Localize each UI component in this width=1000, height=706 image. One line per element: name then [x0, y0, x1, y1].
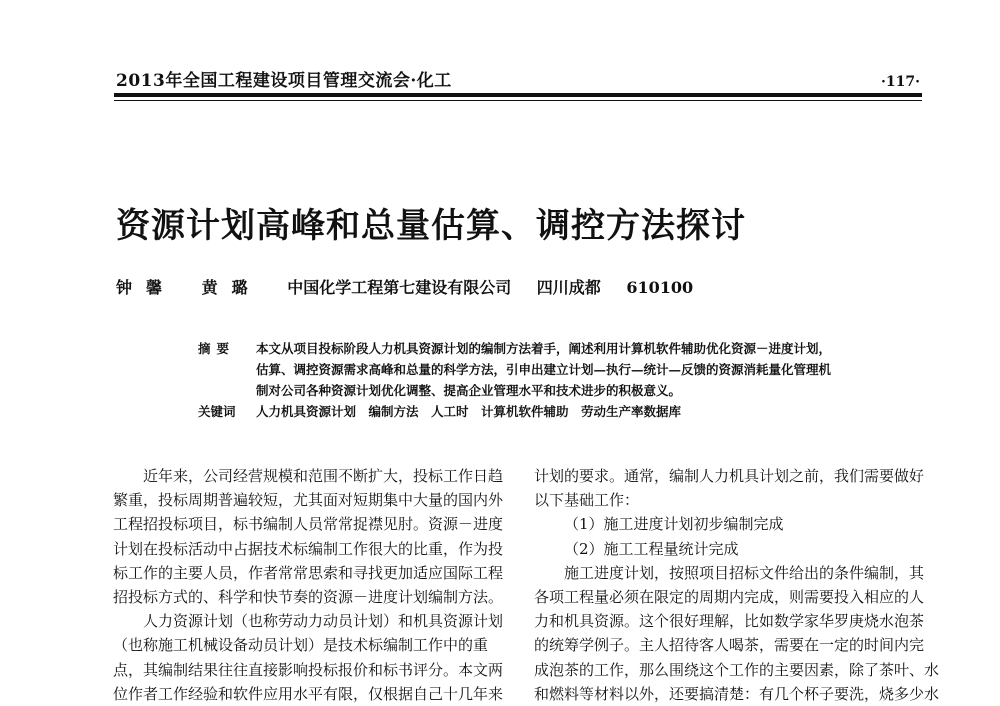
- paper-title: 资源计划高峰和总量估算、调控方法探讨: [116, 206, 746, 246]
- body-column-left: [113, 464, 503, 706]
- body-paragraph-line: 施工进度计划，按照项目招标文件给出的条件编制，其: [564, 563, 925, 582]
- abstract-line: 制对公司各种资源计划优化调整、提高企业管理水平和技术进步的积极意义。: [256, 383, 682, 398]
- author-name-1: 钟馨: [116, 278, 177, 297]
- body-paragraph-line: 近年来，公司经营规模和范围不断扩大，投标工作日趋: [143, 467, 504, 485]
- body-paragraph-line: 和燃料等材料以外，还要搞清楚：有几个杯子要洗，烧多少水: [534, 684, 940, 703]
- author-location: 四川成都: [536, 278, 601, 297]
- author-line: [116, 275, 713, 298]
- abstract-text: [256, 338, 878, 401]
- list-item: （2）施工工程量统计完成: [564, 539, 739, 558]
- abstract-label: 摘要: [198, 341, 236, 356]
- body-paragraph-line: 招投标方式的、科学和快节奏的资源－进度计划编制方法。: [113, 587, 504, 606]
- body-paragraph-line: 点，其编制结果往往直接影响投标报价和标书评分。本文两: [113, 660, 504, 679]
- body-paragraph-line: 成泡茶的工作，那么围绕这个工作的主要因素，除了茶叶、水: [534, 660, 940, 679]
- body-paragraph-line: 工程招投标项目，标书编制人员常常捉襟见肘。资源－进度: [113, 515, 504, 534]
- list-item: （1）施工进度计划初步编制完成: [564, 515, 784, 534]
- keywords-text: 人力机具资源计划 编制方法 人工时 计算机软件辅助 劳动生产率数据库: [256, 404, 682, 419]
- body-paragraph-line: 计划在投标活动中占据技术标编制工作很大的比重，作为投: [113, 539, 504, 558]
- abstract-row: [198, 338, 878, 401]
- body-paragraph-line: 的统筹学例子。主人招待客人喝茶，需要在一定的时间内完: [534, 636, 925, 655]
- body-paragraph-line: 标工作的主要人员，作者常常思索和寻找更加适应国际工程: [113, 563, 504, 582]
- abstract-line: 估算、调控资源需求高峰和总量的科学方法，引申出建立计划—执行—统计—反馈的资源消耗量化管理机: [256, 362, 832, 377]
- body-paragraph-line: 各项工程量必须在限定的周期内完成，则需要投入相应的人: [534, 587, 925, 606]
- keywords-row: [198, 401, 878, 422]
- author-affiliation: 中国化学工程第七建设有限公司: [287, 278, 512, 297]
- body-paragraph-line: 繁重，投标周期普遍较短，尤其面对短期集中大量的国内外: [113, 491, 504, 510]
- abstract-line: 本文从项目投标阶段人力机具资源计划的编制方法着手，阐述利用计算机软件辅助优化资源－进度计划，: [256, 341, 832, 356]
- body-paragraph-line: 位作者工作经验和软件应用水平有限，仅根据自己十几年来: [113, 684, 504, 703]
- body-column-right: [534, 464, 940, 706]
- keywords-label: 关键词: [198, 404, 236, 419]
- header-rule-thick: [114, 93, 922, 97]
- body-paragraph-line: 以下基础工作：: [534, 491, 640, 510]
- body-paragraph-line: 人力资源计划（也称劳动力动员计划）和机具资源计划: [143, 612, 504, 631]
- author-name-2: 黄璐: [201, 278, 262, 297]
- body-paragraph-line: （也称施工机械设备动员计划）是技术标编制工作中的重: [113, 636, 489, 655]
- abstract-block: [198, 338, 878, 422]
- body-paragraph-line: 力和机具资源。这个很好理解，比如数学家华罗庚烧水泡茶: [534, 612, 925, 631]
- body-paragraph-line: 计划的要求。通常，编制人力机具计划之前，我们需要做好: [534, 467, 925, 485]
- header-rule-thin: [114, 100, 922, 101]
- running-header-title: 2013年全国工程建设项目管理交流会·化工: [116, 71, 452, 91]
- page-number: ·117·: [881, 74, 920, 90]
- author-postcode: 610100: [626, 278, 694, 297]
